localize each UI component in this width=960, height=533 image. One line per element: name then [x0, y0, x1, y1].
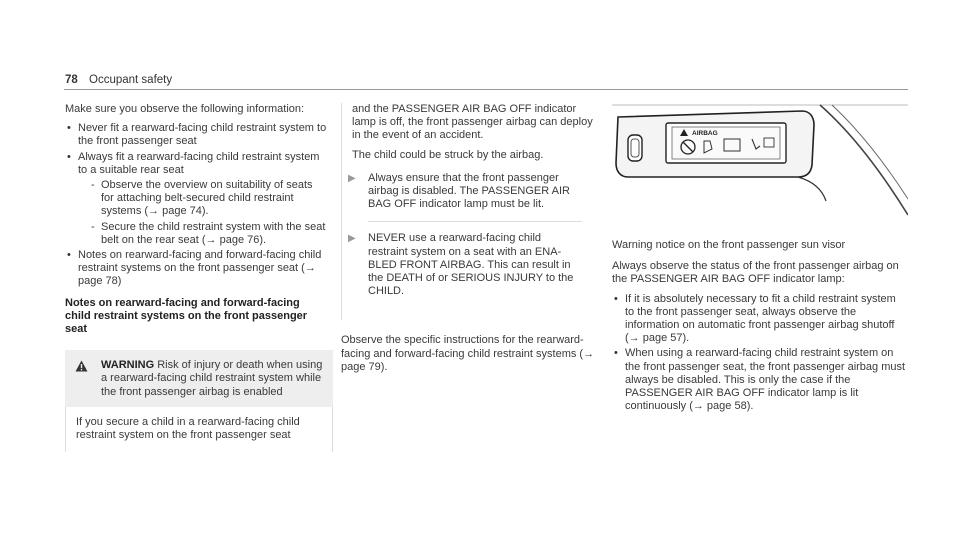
action-item: [342, 172, 599, 212]
bullet-list: [612, 293, 908, 414]
warning-content: [101, 359, 323, 399]
intro-text: Make sure you observe the following information:: [65, 103, 305, 115]
warning-title: WARNING: [101, 359, 155, 372]
bullet-item: • When using a rearward-facing child restraint system on the front passenger seat, the front passenger airbag must always be disabled. This is only the case if the PASSENGER AIR BAG OFF indicator lamp is lit continuously (→ page 58).: [612, 347, 908, 413]
page-header: [65, 74, 172, 87]
status-text: Always observe the status of the front passenger airbag on the PASSENGER AIR BAG OFF indicator lamp:: [612, 260, 899, 286]
figure-caption: Warning notice on the front passenger sun visor: [612, 239, 846, 251]
bullet-item: [65, 151, 328, 247]
bullet-item: • Notes on rearward-facing and forward-facing child restraint systems on the front passenger seat (→ page 78): [65, 249, 328, 289]
warning-box-continued: [341, 103, 599, 320]
column-middle: [341, 103, 599, 380]
warning-box: [65, 350, 333, 407]
sub-list: [78, 179, 328, 247]
warning-cont-text: and the PASSENGER AIR BAG OFF indicator lamp is off, the front passenger airbag can deploy in the event of an accident.: [352, 103, 593, 142]
warning-continuation: If you secure a child in a rearward-facing child restraint system on the front passenger seat: [65, 407, 333, 452]
bullet-text: Always fit a rearward-facing child restraint system to a suitable rear seat: [78, 150, 320, 176]
sub-item: - Secure the child restraint system with the seat belt on the rear seat (→ page 76).: [78, 221, 328, 247]
sub-item: - Observe the overview on suitability of seats for attaching belt-secured child restraint systems (→ page 74).: [78, 179, 328, 219]
divider: [368, 221, 582, 222]
action-arrow-icon: ▶: [348, 233, 356, 245]
section-heading: Notes on rearward-facing and forward-facing child restraint systems on the front passenger seat: [65, 296, 308, 336]
warning-cont-text: The child could be struck by the airbag.: [352, 148, 544, 161]
observe-text: Observe the specific instructions for the rearward-facing and forward-facing child restraint systems (→ page 79).: [341, 334, 595, 373]
page-number: 78: [65, 74, 78, 86]
action-text: Always ensure that the front passenger airbag is disabled. The PASSENGER AIR BAG OFF indicator lamp must be lit.: [368, 171, 570, 211]
label-text: AIRBAG: [692, 130, 718, 137]
action-item: [342, 232, 599, 298]
sun-visor-photo: [612, 103, 908, 225]
bullet-item: • Never fit a rearward-facing child restraint system to the front passenger seat: [65, 122, 328, 148]
section-title: Occupant safety: [89, 74, 173, 86]
bullet-list: [65, 122, 328, 288]
header-rule: [64, 89, 908, 90]
action-arrow-icon: ▶: [348, 172, 356, 184]
column-left: [65, 103, 328, 452]
column-right: [612, 103, 908, 415]
warning-triangle-icon: [75, 359, 101, 376]
action-text: NEVER use a rearward-facing child restraint system on a seat with an ENABLED FRONT AIRBAG. This can result in the DEATH of or SERIOUS INJURY to the CHILD.: [368, 232, 574, 298]
warning-text: Risk of injury or death when using a rearward-facing child restraint system while the front passenger airbag is enabled: [101, 359, 323, 398]
bullet-item: • If it is absolutely necessary to fit a child restraint system to the front passenger seat, always observe the information on automatic front passenger airbag shutoff (→ page 57).: [612, 293, 908, 346]
